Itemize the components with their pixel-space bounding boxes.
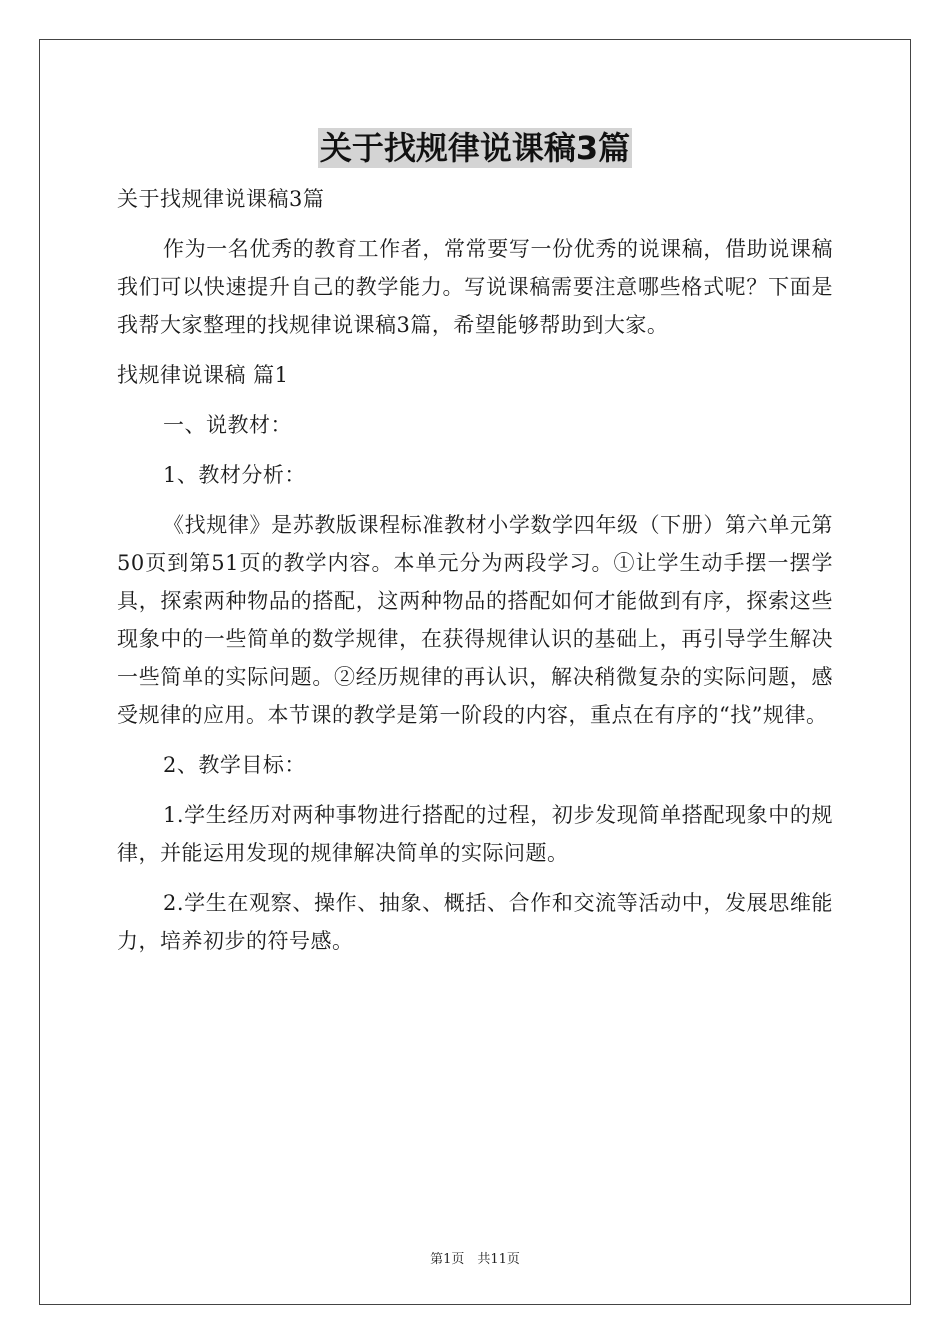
heading-level-2: 2、教学目标： bbox=[163, 753, 306, 777]
section-heading: 找规律说课稿 篇1 bbox=[117, 363, 289, 387]
title-wrap bbox=[0, 128, 950, 168]
document-body bbox=[117, 180, 833, 972]
heading-level-2: 1、教材分析： bbox=[163, 463, 306, 487]
subtitle-line: 关于找规律说课稿3篇 bbox=[117, 187, 325, 211]
heading-level-1: 一、说教材： bbox=[163, 413, 292, 437]
body-paragraph: 1.学生经历对两种事物进行搭配的过程，初步发现简单搭配现象中的规律，并能运用发现的规律解决简单的实际问题。 bbox=[117, 803, 833, 865]
body-paragraph: 《找规律》是苏教版课程标准教材小学数学四年级（下册）第六单元第50页到第51页的教学内容。本单元分为两段学习。①让学生动手摆一摆学具，探索两种物品的搭配，这两种物品的搭配如何才能做到有序，探索这些现象中的一些简单的数学规律，在获得规律认识的基础上，再引导学生解决一些简单的实际问题。②经历规律的再认识，解决稍微复杂的实际问题，感受规律的应用。本节课的教学是第一阶段的内容，重点在有序的“找”规律。 bbox=[117, 513, 833, 727]
intro-paragraph: 作为一名优秀的教育工作者，常常要写一份优秀的说课稿，借助说课稿我们可以快速提升自己的教学能力。写说课稿需要注意哪些格式呢？下面是我帮大家整理的找规律说课稿3篇，希望能够帮助到大家。 bbox=[117, 237, 833, 337]
document-title: 关于找规律说课稿3篇 bbox=[319, 129, 631, 167]
page-footer: 第1页 共11页 bbox=[430, 1252, 520, 1267]
body-paragraph: 2.学生在观察、操作、抽象、概括、合作和交流等活动中，发展思维能力，培养初步的符号感。 bbox=[117, 891, 833, 953]
